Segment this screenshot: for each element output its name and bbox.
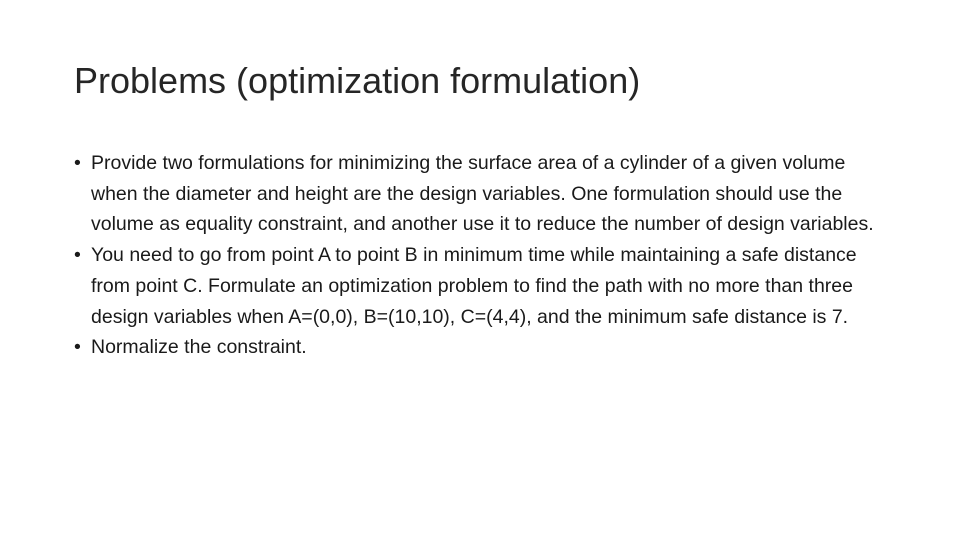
- bullet-list: [74, 148, 894, 363]
- slide-title: Problems (optimization formulation): [74, 60, 641, 101]
- bullet-item-normalize: [74, 332, 894, 363]
- bullet-icon: •: [74, 336, 81, 359]
- bullet-icon: •: [74, 152, 81, 174]
- bullet-text: You need to go from point A to point B in minimum time while maintaining a safe distance from point C. Formulate an optimization problem to find the path with no more than three design variables when A=(0,0), B=(10,10), C=(4,4), and the minimum safe distance is 7.: [91, 244, 857, 328]
- bullet-icon: •: [74, 244, 81, 267]
- bullet-text: Provide two formulations for minimizing the surface area of a cylinder of a given volume when the diameter and height are the design variables. One formulation should use the volume as equality constraint, and another use it to reduce the number of design variables.: [91, 152, 874, 236]
- bullet-item-path: [74, 240, 894, 332]
- bullet-item-cylinder: [74, 148, 894, 240]
- bullet-text: Normalize the constraint.: [91, 336, 307, 359]
